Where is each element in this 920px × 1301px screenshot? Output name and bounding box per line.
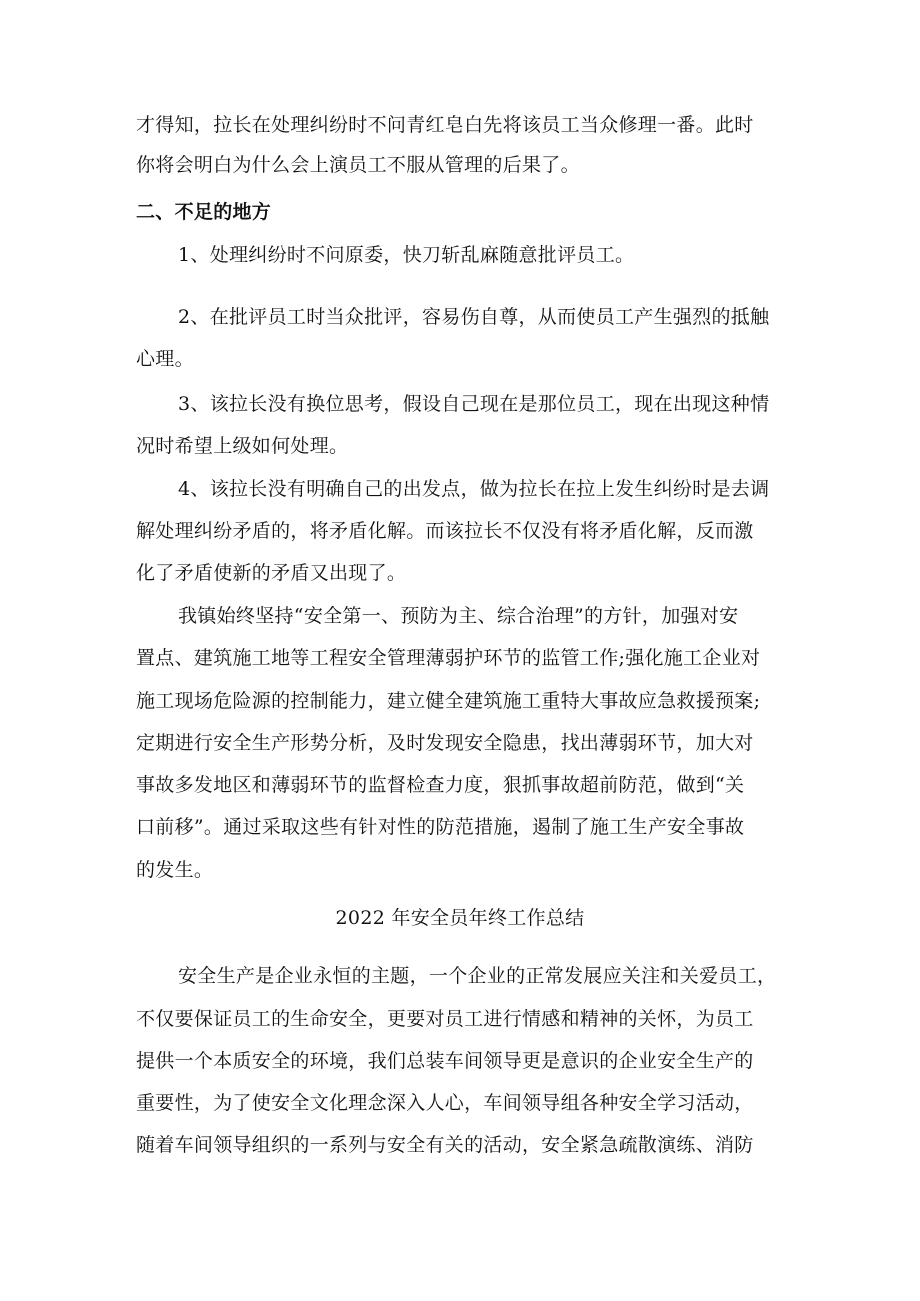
item-2-line-2: 心理。 xyxy=(136,348,194,370)
item-4-line-1: 4、该拉长没有明确自己的出发点，做为拉长在拉上发生纠纷时是去调 xyxy=(178,478,770,500)
item-3-line-1: 3、该拉长没有换位思考，假设自己现在是那位员工，现在出现这种情 xyxy=(178,393,770,415)
intro-line-2: 你将会明白为什么会上演员工不服从管理的后果了。 xyxy=(136,154,580,176)
safety-line-5: 事故多发地区和薄弱环节的监督检查力度，狠抓事故超前防范，做到“关 xyxy=(136,774,745,796)
intro-line-1: 才得知，拉长在处理纠纷时不问青红皂白先将该员工当众修理一番。此时 xyxy=(136,114,754,136)
summary-line-2: 不仅要保证员工的生命安全，更要对员工进行情感和精神的关怀，为员工 xyxy=(136,1008,754,1030)
item-3-line-2: 况时希望上级如何处理。 xyxy=(136,435,349,457)
item-1-line-1: 1、处理纠纷时不问原委，快刀斩乱麻随意批评员工。 xyxy=(178,244,635,266)
safety-line-4: 定期进行安全生产形势分析，及时发现安全隐患，找出薄弱环节，加大对 xyxy=(136,732,754,754)
safety-line-2: 置点、建筑施工地等工程安全管理薄弱护环节的监管工作;强化施工企业对 xyxy=(136,647,761,669)
summary-line-1: 安全生产是企业永恒的主题，一个企业的正常发展应关注和关爱员工， xyxy=(178,965,777,987)
item-4-line-2: 解处理纠纷矛盾的，将矛盾化解。而该拉长不仅没有将矛盾化解，反而激 xyxy=(136,520,754,542)
section-heading: 二、不足的地方 xyxy=(136,201,272,223)
summary-line-5: 随着车间领导组织的一系列与安全有关的活动，安全紧急疏散演练、消防 xyxy=(136,1134,754,1156)
item-2-line-1: 2、在批评员工时当众批评，容易伤自尊，从而使员工产生强烈的抵触 xyxy=(178,306,770,328)
summary-line-3: 提供一个本质安全的环境，我们总装车间领导更是意识的企业安全生产的 xyxy=(136,1050,754,1072)
safety-line-3: 施工现场危险源的控制能力，建立健全建筑施工重特大事故应急救援预案; xyxy=(136,690,761,712)
summary-line-4: 重要性，为了使安全文化理念深入人心，车间领导组各种安全学习活动， xyxy=(136,1092,754,1114)
document-title: 2022 年安全员年终工作总结 xyxy=(335,907,585,929)
safety-line-6: 口前移”。通过采取这些有针对性的防范措施，遏制了施工生产安全事故 xyxy=(136,816,745,838)
item-4-line-3: 化了矛盾使新的矛盾又出现了。 xyxy=(136,562,407,584)
safety-line-7: 的发生。 xyxy=(136,859,214,881)
safety-line-1: 我镇始终坚持“安全第一、预防为主、综合治理”的方针，加强对安 xyxy=(178,605,739,627)
